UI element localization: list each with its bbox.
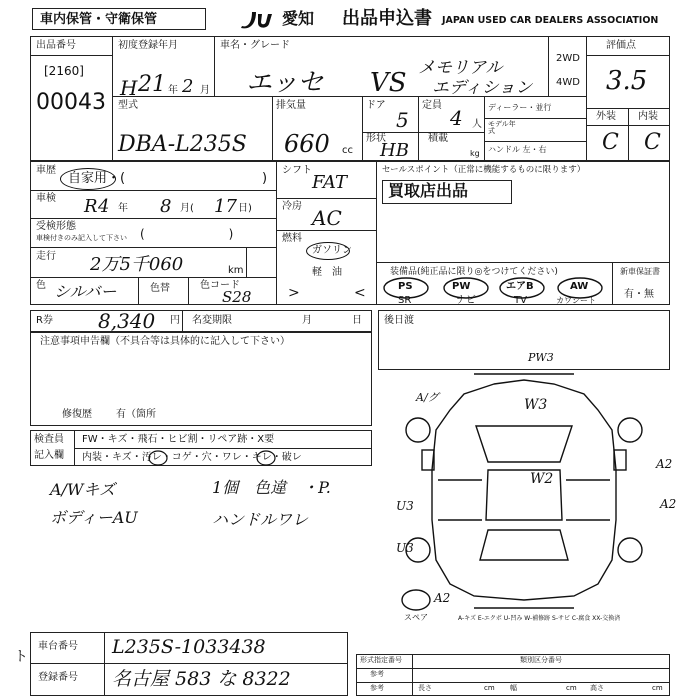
spec-label-1: 形式指定番号 [360, 656, 402, 664]
registration-value: 名古屋 583 な 8322 [112, 668, 291, 690]
recycle-unit: 円 [170, 315, 180, 326]
acceptance-label: 受検形態 [36, 221, 76, 232]
note-left-2: ボディーAU [50, 508, 138, 527]
logo-region: 愛知 [282, 9, 315, 28]
model-year-label: モデル年式 [488, 120, 516, 135]
capacity-value: 4 [450, 106, 463, 130]
name-change-day: 日 [352, 315, 362, 326]
load-label: 積載 [428, 133, 448, 144]
mileage-unit: km [228, 265, 244, 276]
diagram-cross-mark-2: < [354, 285, 366, 301]
lot-sub-number: [2160] [44, 64, 84, 78]
car-grade-vs: VS [370, 68, 407, 98]
history-value: 自家用・( [68, 171, 126, 186]
spec-unit-1: cm [484, 684, 495, 692]
inspector-circles [74, 448, 374, 468]
car-name-label: 車名・グレード [220, 40, 290, 51]
spec-label-4: 参考 [370, 684, 384, 692]
drive-4wd: 4WD [556, 77, 580, 88]
equip-aw: AW [570, 281, 589, 292]
inspector-row-2: 内装・キズ・汚レ・コゲ・穴・ワレ・キレ・破レ [82, 452, 302, 463]
inspector-label-2: 記入欄 [34, 450, 64, 461]
color-change-label: 色替 [150, 283, 170, 294]
diagram-mark-u3-2: U3 [396, 541, 414, 555]
car-name-value: エッセ [246, 68, 324, 98]
capacity-unit: 人 [472, 119, 482, 130]
inspector-label: 検査員 [34, 434, 64, 445]
recycle-value: 8,340 [98, 309, 156, 333]
chassis-value: L235S-1033438 [112, 636, 266, 658]
displacement-value: 660 [284, 130, 330, 158]
ju-logo [238, 8, 280, 30]
shift-value: FAT [312, 172, 347, 193]
recycle-label: R券 [36, 315, 53, 326]
spec-length: 長さ [418, 684, 432, 692]
first-reg-month: 2 [182, 76, 194, 97]
first-reg-year-prefix: H [120, 76, 138, 100]
repair-history-value: 有（箇所 [116, 409, 156, 420]
first-reg-year: 21 [138, 72, 166, 97]
diagram-mark-a2-3: A2 [434, 591, 451, 605]
drive-2wd: 2WD [556, 53, 580, 64]
car-grade-memorial: メモリアル [418, 58, 503, 78]
interior-label: 内装 [638, 111, 658, 122]
inspection-era: R [84, 196, 98, 217]
capacity-label: 定員 [422, 100, 442, 111]
shape-value: HB [380, 140, 409, 161]
spec-unit-2: cm [566, 684, 577, 692]
exterior-label: 外装 [596, 111, 616, 122]
diagram-mark-w3: W3 [524, 397, 548, 413]
interior-value: C [644, 130, 661, 155]
mileage-label: 走行 [36, 251, 56, 262]
spec-height: 高さ [590, 684, 604, 692]
inspection-year-unit: 年 [118, 203, 128, 214]
aircon-label: 冷房 [282, 201, 302, 212]
notice-label: 注意事項申告欄（不具合等は具体的に記入して下さい） [40, 336, 290, 347]
score-value: 3.5 [606, 66, 648, 96]
repair-history-label: 修復歴 [62, 409, 92, 420]
equip-sr: SR [398, 295, 412, 306]
name-change-month: 月 [302, 315, 312, 326]
first-reg-label: 初度登録年月 [118, 40, 178, 51]
shift-label: シフト [282, 165, 312, 176]
inspector-row-1: FW・キズ・飛石・ヒビ割・リペア跡・X要 [82, 434, 275, 445]
acceptance-note: 車検付きのみ記入して下さい [36, 234, 127, 242]
score-label: 評価点 [606, 40, 636, 51]
diagram-mark-a2-2: A2 [660, 497, 677, 511]
equip-airbag: エアB [506, 281, 534, 292]
displacement-unit: cc [342, 145, 353, 156]
diagram-mark-a2-1: A2 [656, 457, 673, 471]
chassis-label: 車台番号 [38, 641, 78, 652]
lot-label: 出品番号 [36, 40, 76, 51]
aircon-value: AC [312, 206, 342, 230]
inspection-label: 車検 [36, 193, 56, 204]
equip-ps: PS [398, 281, 413, 292]
inspection-day-unit: 日) [238, 203, 252, 214]
history-label: 車歴 [36, 165, 56, 176]
inspection-month: 8 [160, 196, 172, 217]
storage-label: 車内保管・守衛保管 [40, 12, 158, 27]
inspection-year: 4 [98, 196, 110, 217]
handle-label: ハンドル 左・右 [488, 145, 547, 154]
doors-value: 5 [396, 108, 409, 132]
sales-point-label: セールスポイント（正常に機能するものに限ります） [382, 165, 586, 175]
diagram-cross-mark-1: > [288, 285, 300, 301]
note-right-2: ハンドルワレ [212, 510, 309, 529]
registration-label: 登録番号 [38, 672, 78, 683]
fuel-diesel: 軽 油 [312, 267, 342, 278]
load-unit: kg [470, 149, 480, 158]
diagram-mark-u3-1: U3 [396, 499, 414, 513]
history-close: ) [262, 171, 268, 186]
new-warranty-options: 有・無 [624, 289, 654, 300]
equipment-circles [380, 276, 620, 306]
car-grade-edition: エディション [432, 78, 533, 98]
sales-point-value: 買取店出品 [388, 181, 469, 200]
first-reg-year-unit: 年 [168, 85, 178, 96]
diagram-spare-label: スペア [404, 613, 428, 622]
shape-label: 形状 [366, 133, 386, 144]
color-code-label: 色コード [200, 280, 240, 291]
spec-unit-3: cm [652, 684, 663, 692]
spec-label-2: 類別区分番号 [520, 656, 562, 664]
new-warranty-label: 新車保証書 [620, 267, 660, 276]
spec-label-3: 参考 [370, 670, 384, 678]
diagram-mark-w2: W2 [530, 471, 554, 487]
inspection-month-unit: 月( [180, 203, 194, 214]
equip-navi: ナビ [456, 295, 476, 306]
acceptance-paren: ( ) [140, 227, 234, 241]
doc-title: 出品申込書 [342, 8, 432, 29]
fuel-gasoline: ガソリン [312, 245, 352, 256]
exterior-value: C [602, 130, 619, 155]
first-reg-month-unit: 月 [200, 85, 210, 96]
equip-sheet: カワシート [556, 296, 596, 305]
association-name: JAPAN USED CAR DEALERS ASSOCIATION [442, 15, 659, 26]
rear-delivery-frame [378, 310, 670, 370]
color-value: シルバー [54, 282, 117, 301]
dealer-import-label: ディーラー・並行 [488, 103, 552, 112]
fuel-label: 燃料 [282, 233, 302, 244]
equip-pw: PW [452, 281, 471, 292]
name-change-label: 名変期限 [192, 315, 232, 326]
model-label: 型式 [118, 100, 138, 111]
diagram-mark-ag: A/グ [416, 391, 439, 404]
mileage-value: 2万5千060 [90, 254, 184, 275]
equip-tv: TV [514, 295, 527, 306]
lot-number: 00043 [36, 90, 106, 115]
side-mark: ト [14, 649, 28, 665]
model-value: DBA-L235S [118, 132, 247, 157]
note-right-1: 1個 色違 ・P. [212, 478, 331, 497]
diagram-mark-pw3: PW3 [528, 351, 554, 364]
color-label: 色 [36, 280, 46, 291]
diagram-legend: A-キズ E-エクボ U-凹み W-補修跡 S-サビ C-腐食 XX-交換済 [458, 615, 621, 622]
rear-delivery-label: 後日渡 [384, 315, 414, 326]
equipment-label: 装備品(純正品に限り◎をつけてください) [390, 267, 558, 277]
color-code-value: S28 [222, 288, 252, 306]
doors-label: ドア [366, 100, 386, 111]
ju-logo-icon [238, 8, 280, 30]
note-left-1: A/Wキズ [50, 480, 116, 499]
displacement-label: 排気量 [276, 100, 306, 111]
inspection-day: 17 [214, 196, 237, 217]
spec-width: 幅 [510, 684, 517, 692]
